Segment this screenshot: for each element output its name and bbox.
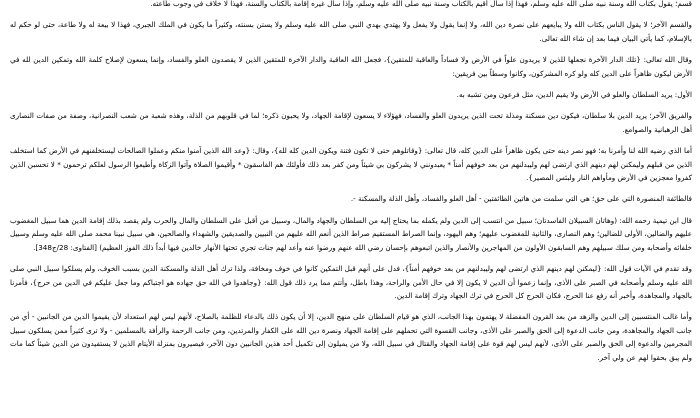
paragraph-6: أما الذي رضيه الله لنا وأمرنا به؛ فهو نصر دينه حتى يكون ظاهراً على الدين كله، قال تعالى: {وقاتلوهم حتى لا تكون فتنة ويكون الدين كله لله}، وقال: {وعد الله الذين آمنوا منكم وعملوا الصالحات ليستخلفنهم في الأرض كما استخلف الذين من قبلهم وليمكنن لهم دينهم الذي ارتضى لهم وليبدلنهم من بعد خوفهم أمناً * يعبدونني لا يشركون بي شيئاً ومن كفر بعد ذلك فأولئك هم الفاسقون * وأقيموا الصلاة وآتوا الزكاة وأطيعوا الرسول لعلكم ترحمون * لا تحسبن الذين كفروا معجزين في الأرض ومأواهم النار ولبئس المصير}. bbox=[10, 146, 692, 183]
paragraph-2: والقسم الآخر؛ لا يقول الناس بكتاب الله ولا يبايعهم على نصرة دين الله، ولا إنما يقول ولا يفعل ولا يهتدي بهدي النبي صلى الله عليه وسلم ولا يستن بسنته، وكثيراً ما يكون في الملك الجبري، فهذا لا بيعة له ولا طاعة، حتى لو حكم له بالإسلام، كما يأتي البيان فيما بعد إن شاء الله تعالى. bbox=[10, 20, 692, 43]
paragraph-9: وقد تقدم في الآيات قول الله: {ليمكنن لهم دينهم الذي ارتضى لهم وليبدلنهم من بعد خوفهم أمناً}، فدل على أنهم قبل التمكين كانوا في خوف ومخافة، ولذا ترك أهل الذلة والمسكنة الدين بسبب الخوف، ولم يسلكوا سبيل النبي صلى الله عليه وسلم وأصحابه في الصبر على الأذى، وإنما زعموا أن الدين لا يكون إلا في حال الأمن والراحة، وهذا باطل، وأتتم مما يرد ذلك قول الله: {وجاهدوا في الله حق جهاده هو اجتباكم وما جعل عليكم في الدين من حرج}، فأمرنا بالجهاد والمجاهدة، وأخبر أنه رفع عنا الحرج، فكان الحرج كل الحرج في ترك الجهاد وترك إقامة الدين. bbox=[10, 264, 692, 300]
paragraph-10: وأما غالب المنتسبين إلى الدين والزهد من بعد القرون المفضلة لا يهتمون بهذا الجانب، الذي هو قيام السلطان على منهج الدين، إلا أن يكون ذلك بالدعاء للظلمة بالصلاح، لأنهم ليس لهم استعداد لأن يقيموا الدين من الجانبين - أي من جانب الجهاد والمجاهدة، ومن جانب الدعوة إلى الحق والصبر على الأذى، وجانب القسوة التي تحملهم على إقامة الجهاد ونصرة دين الله على الكفار والمرتدين، ومن جانب الرحمة والرأفة بالمسلمين - ولا ترى كثيراً ممن يسلكون سبيل المجرمين والدعوة إلى الحق والصبر على الأذى، لأنهم ليس لهم قوة على إقامة الجهاد والقتال في سبيل الله، ولا من يميلون إلى تكميل أحد هذين الجانبين دون الآخر، فيصيرون بمنزلة الأيتام الذين لا يستفيدون من الدين شيئاً كما مات ولم يبق بحقوا لهم عن ولي آخر. bbox=[10, 312, 692, 362]
paragraph-8: قال ابن تيمية رحمه الله: (وهاتان السبيلان الفاسدتان؛ سبيل من انتسب إلى الدين ولم يكمله بما يحتاج إليه من السلطان والجهاد والمال، وسبيل من أقبل على السلطان والمال والحرب ولم يقصد بذلك إقامة الدين هما سبيل المغضوب عليهم والضالين، الأولى للضالين؛ وهم النصارى، والثانية للمغضوب عليهم؛ وهم اليهود، وإنما الصراط المستقيم صراط الذين أنعم الله عليهم من النبيين والصديقين والشهداء والصالحين، هي سبيل نبينا محمد صلى الله عليه وسلم وسبيل خلفائه وأصحابه ومن سلك سبيلهم وهم السابقون الأولون من المهاجرين والأنصار والذين اتبعوهم بإحسان رضي الله عنهم ورضوا عنه وأعد لهم جنات تجري تحتها الأنهار خالدين فيها أبداً ذلك الفوز العظيم) [الفتاوى: 28/ج348]. bbox=[10, 215, 692, 252]
paragraph-4: الأول: يريد السلطان والعلو في الأرض ولا يقيم الدين، مثل فرعون ومن تشبه به. bbox=[456, 90, 692, 100]
paragraph-3: وقال الله تعالى: {تلك الدار الآخرة نجعلها للذين لا يريدون علواً في الأرض ولا فساداً والعاقبة للمتقين}، فجعل الله العاقبة والدار الآخرة للمتقين الذين لا يقصدون العلو والفساد، وإنما يسعون لإصلاح كلمة الله وتمكين الدين لله في الأرض ليكون ظاهراً على الدين كله ولو كره المشركون، وكانوا وسطاً بين فريقين: bbox=[10, 55, 692, 78]
paragraph-5: والفريق الآخر؛ يريد الدين بلا سلطان، فيكون دين مسكنة ومذلة تحت الذين يريدون العلو والفساد، فهؤلاء لا يسعون لإقامة الجهاد، ولا يحبون ذكره؛ لما في قلوبهم من الذلة، وهذه شعبة من شعب النصرانية، وصفة من صفات النصارى أهل الرهبانية والصوامع. bbox=[10, 111, 692, 134]
paragraph-7: فالطائفة المنصورة التي على حق؛ هي التي سلمت من هاتين الطائفتين - أهل العلو والفساد، وأهل الذلة والمسكنة -. bbox=[350, 194, 692, 204]
paragraph-1: قسم؛ يقول بكتاب الله وسنة نبيه صلى الله عليه وسلم، فهذا إذا سأل أقيم بالكتاب وسنة نبيه صلى الله عليه وسلم، وإذا سأل غيره إقامة بالكتاب والسنة، فهذا لا خلاف في وجوب طاعته. bbox=[150, 0, 692, 8]
